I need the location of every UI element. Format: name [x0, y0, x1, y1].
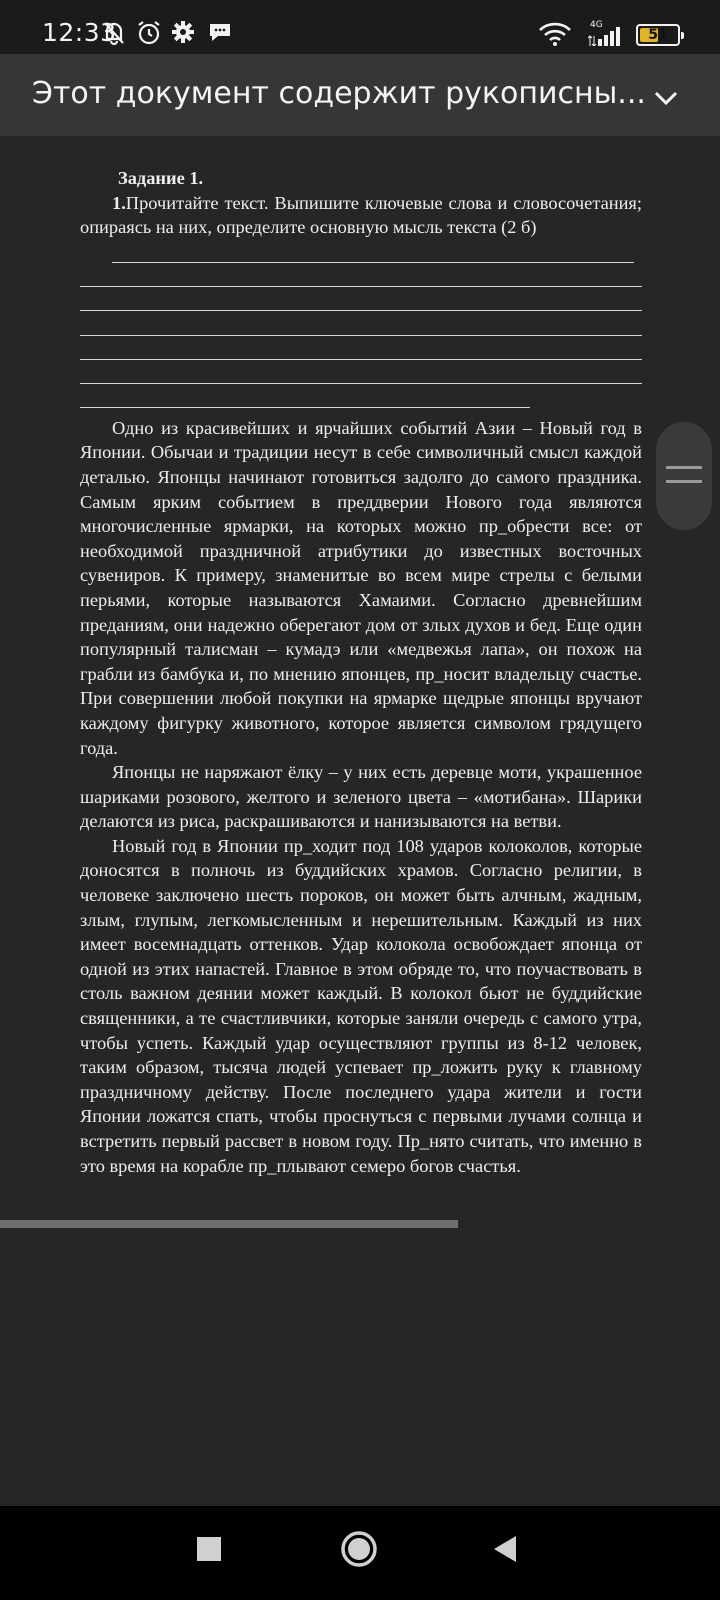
network-type: 4G	[590, 20, 603, 30]
status-time: 12:33	[42, 18, 117, 47]
recents-button[interactable]	[196, 1536, 222, 1567]
paragraph: Японцы не наряжают ёлку – у них есть деревце моти, украшенное шариками розового, желтого и зеленого цвета – «мотибана». Шарики делаются из риса, раскрашиваются и нанизываются на ветви.	[80, 762, 642, 832]
gear-icon	[171, 20, 195, 44]
horizontal-scrollbar[interactable]	[0, 1220, 458, 1228]
collapse-toggle-button[interactable]	[646, 78, 686, 118]
document-title: Этот документ содержит рукописны...	[32, 76, 646, 111]
handle-grip-line	[666, 480, 702, 483]
wifi-icon	[538, 22, 572, 46]
answer-line	[80, 335, 642, 336]
handle-grip-line	[666, 466, 702, 469]
answer-line	[80, 407, 530, 408]
recents-square-icon	[196, 1536, 222, 1562]
task-instruction-text: Прочитайте текст. Выпишите ключевые слова и словосочетания; опираясь на них, определите основную мысль текста (2 б)	[80, 192, 642, 238]
home-circle-icon	[340, 1530, 378, 1568]
document-page	[80, 166, 642, 1178]
mute-bell-icon	[102, 20, 126, 46]
answer-line	[80, 310, 642, 311]
battery-level: 51	[648, 27, 668, 43]
alarm-icon	[136, 20, 162, 46]
chat-icon	[207, 20, 233, 44]
navigation-bar	[0, 1506, 720, 1600]
answer-lines	[80, 240, 642, 416]
scroll-handle[interactable]	[656, 422, 712, 530]
back-triangle-icon	[492, 1534, 518, 1564]
answer-line	[112, 262, 634, 263]
battery-icon	[636, 24, 680, 46]
task-title: Задание 1.	[118, 168, 204, 188]
chevron-down-icon	[646, 78, 686, 118]
back-button[interactable]	[492, 1534, 518, 1569]
answer-line	[80, 286, 642, 287]
answer-line	[80, 359, 642, 360]
cellular-signal-icon	[588, 24, 628, 46]
answer-line	[80, 383, 642, 384]
paragraph: Одно из красивейших и ярчайших событий Азии – Новый год в Японии. Обычаи и традиции несут в себе символичный смысл каждой деталью. Японцы начинают готовиться задолго до самого праздника. Самым ярким событием в преддверии Нового года являются многочисленные ярмарки, на которых можно пр_обрести все: от необходимой праздничной атрибутики до известных восточных сувениров. К примеру, знаменитые во всем мире стрелы с белыми перьями, которые называются Хамаими. Согласно древнейшим преданиям, они надежно оберегают дом от злых духов и бед. Еще один популярный талисман – кумадэ или «медвежья лапа», он похож на грабли из бамбука и, по мнению японцев, пр_носит владельцу счастье. При совершении любой покупки на ярмарке щедрые японцы вручают каждому фигурку животного, которое является символом грядущего года.	[80, 417, 642, 758]
home-button[interactable]	[340, 1530, 378, 1573]
paragraph: Новый год в Японии пр_ходит под 108 ударов колоколов, которые доносятся в полночь из буддийских храмов. Согласно религии, в человеке заключено шесть пороков, он может быть алчным, жадным, злым, глупым, легкомысленным и нерешительным. Каждый из них имеет восемнадцать оттенков. Удар колокола освобождает японца от одной из этих напастей. Главное в этом обряде то, что поучаствовать в столь важном деянии может каждый. В колокол бьют не буддийские священники, а те счастливчики, которые заняли очередь с самого утра, чтобы успеть. Каждый удар осуществляют группы из 8-12 человек, таким образом, тысяча людей успевает пр_ложить руку к главному праздничному действу. После последнего удара жители и гости Японии ложатся спать, чтобы проснуться с первыми лучами солнца и встретить первый рассвет в новом году. Пр_нято считать, что именно в это время на корабле пр_плывают семеро богов счастья.	[80, 835, 642, 1176]
task-instruction	[80, 191, 642, 240]
status-bar	[0, 0, 720, 54]
document-header	[0, 54, 720, 136]
task-number: 1.	[112, 192, 126, 213]
